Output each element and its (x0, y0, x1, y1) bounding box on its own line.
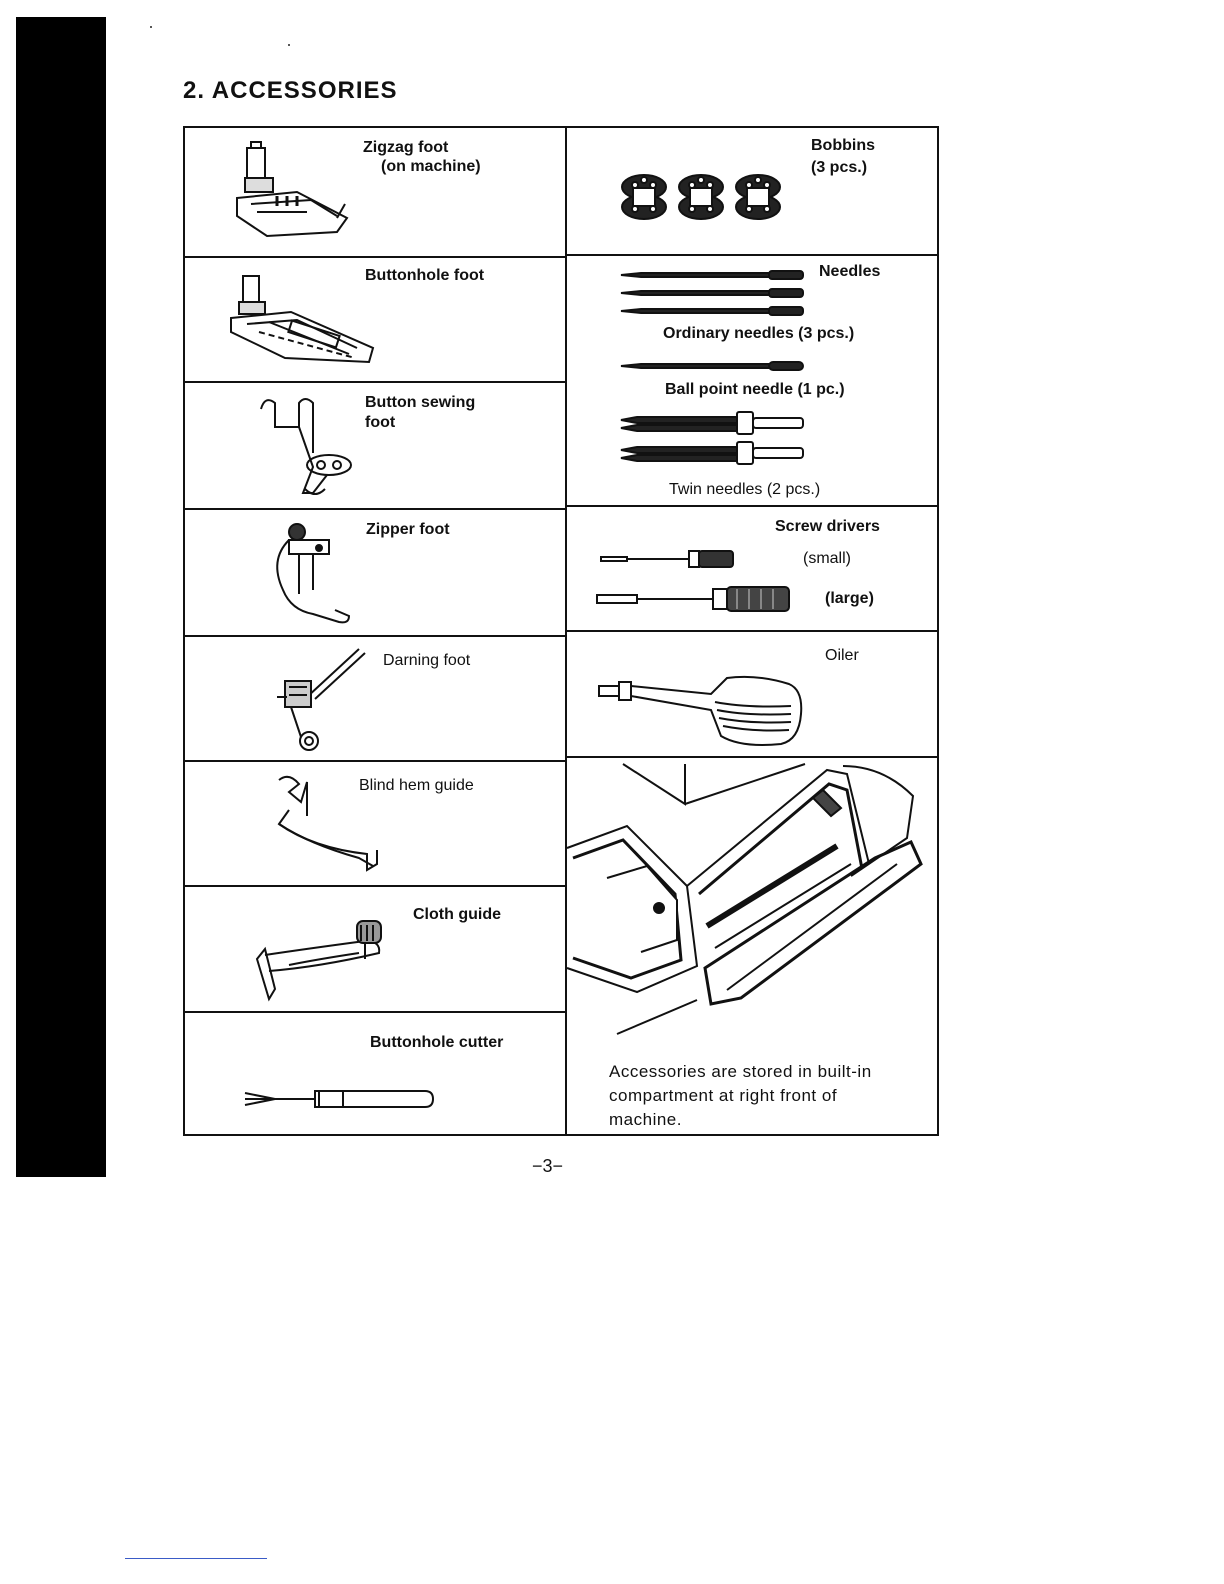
item-label: Darning foot (383, 652, 471, 669)
darning-foot-icon (271, 647, 371, 757)
storage-cell (567, 758, 939, 1136)
item-sublabel: foot (365, 414, 396, 431)
item-label: Buttonhole cutter (370, 1034, 504, 1051)
scan-speck (288, 44, 290, 46)
needles-cell (567, 256, 939, 505)
ball-point-needle-label: Ball point needle (1 pc.) (665, 381, 845, 398)
small-screwdriver-label: (small) (803, 550, 851, 567)
oiler-cell (567, 632, 939, 756)
twin-needles-label: Twin needles (2 pcs.) (669, 481, 821, 498)
item-sublabel: (on machine) (381, 158, 481, 175)
binding-bar (16, 17, 106, 1177)
cloth-guide-cell (185, 887, 565, 1011)
item-label: Bobbins (811, 137, 875, 154)
item-label: Needles (819, 263, 881, 280)
darning-foot-cell (185, 637, 565, 760)
ordinary-needles-label: Ordinary needles (3 pcs.) (663, 325, 855, 342)
cloth-guide-icon (253, 919, 403, 1009)
zipper-foot-icon (269, 520, 359, 630)
item-label: Zigzag foot (363, 139, 449, 156)
blind-hem-guide-cell (185, 762, 565, 885)
ball-point-needle-icon (619, 359, 809, 373)
item-label: Blind hem guide (359, 777, 474, 794)
buttonhole-cutter-icon (243, 1083, 443, 1115)
item-label: Cloth guide (413, 906, 501, 923)
item-label: Oiler (825, 647, 859, 664)
screwdriver-icon (599, 549, 735, 569)
storage-caption-line: compartment at right front of (609, 1086, 838, 1105)
screw-drivers-cell (567, 507, 939, 630)
item-label: Buttonhole foot (365, 267, 485, 284)
zipper-foot-cell (185, 510, 565, 635)
item-label: Screw drivers (775, 518, 880, 535)
needle-icon (619, 268, 809, 318)
button-sewing-foot-icon (255, 393, 365, 503)
page-number: −3− (532, 1156, 564, 1176)
twin-needle-icon (619, 410, 809, 468)
bobbin-icon (619, 172, 789, 222)
oiler-icon (597, 672, 807, 744)
accessory-compartment-illustration (567, 758, 939, 1038)
screwdriver-icon (595, 585, 795, 613)
zigzag-foot-cell (185, 128, 565, 256)
page-title: 2. ACCESSORIES (183, 77, 398, 104)
accessories-table (183, 126, 939, 1136)
item-label: Zipper foot (366, 521, 450, 538)
scan-speck (150, 26, 152, 28)
buttonhole-foot-cell (185, 258, 565, 381)
zigzag-foot-icon (227, 138, 357, 246)
bobbins-cell (567, 128, 939, 254)
button-sewing-foot-cell (185, 383, 565, 508)
storage-caption-line: Accessories are stored in built-in (609, 1062, 872, 1081)
item-sublabel: (3 pcs.) (811, 159, 868, 176)
footer-rule (125, 1558, 267, 1559)
large-screwdriver-label: (large) (825, 590, 874, 607)
storage-caption-line: machine. (609, 1110, 682, 1129)
buttonhole-foot-icon (229, 272, 379, 372)
item-label: Button sewing (365, 394, 476, 411)
buttonhole-cutter-cell (185, 1013, 565, 1136)
